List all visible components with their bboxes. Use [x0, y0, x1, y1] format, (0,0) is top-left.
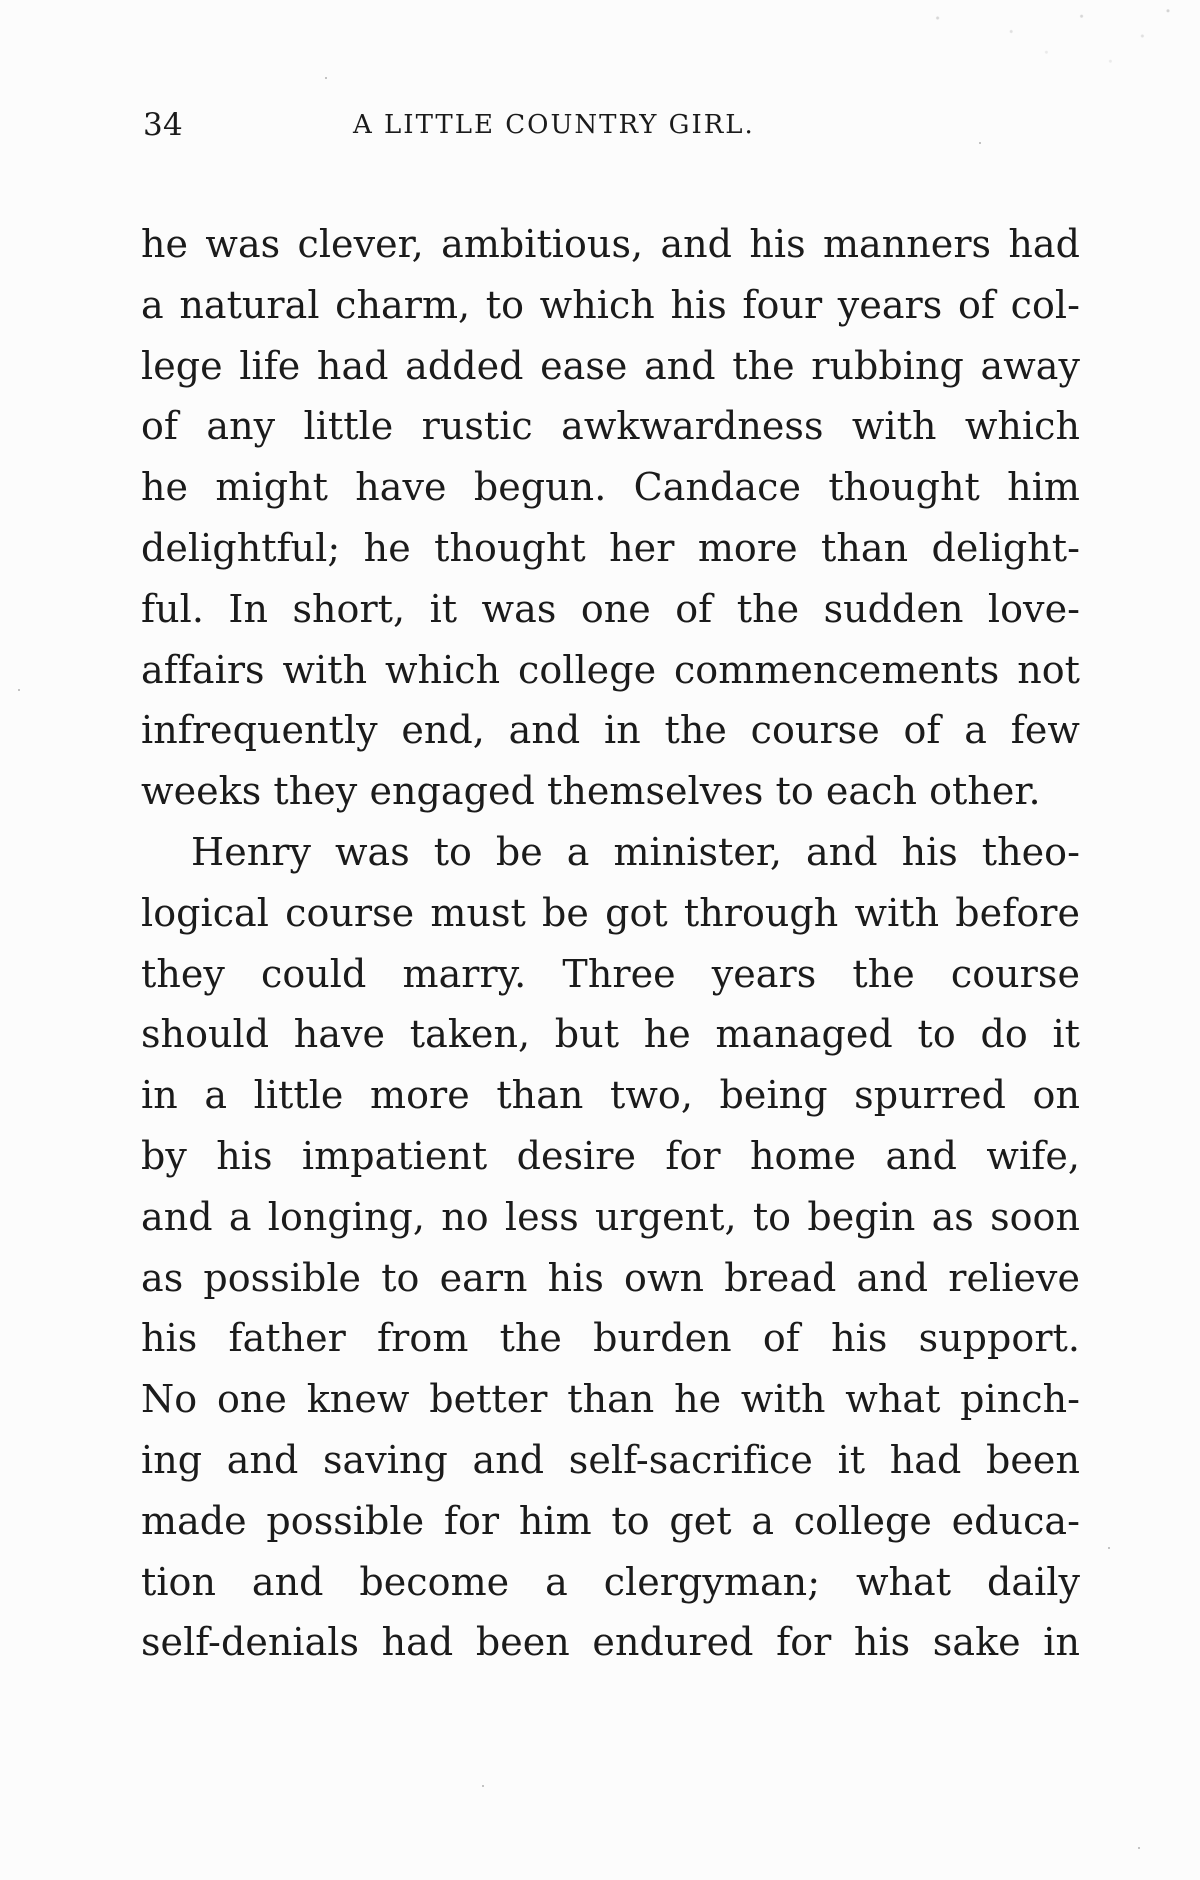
running-title: A LITTLE COUNTRY GIRL. — [353, 110, 755, 140]
text-line: logical course must be got through with before — [141, 890, 1080, 935]
text-line: by his impatient desire for home and wife, — [141, 1133, 1080, 1178]
body-text — [141, 214, 1080, 1673]
text-line: ful. In short, it was one of the sudden love- — [141, 586, 1080, 631]
page-header — [143, 105, 1081, 145]
page-number: 34 — [143, 107, 184, 143]
text-line: of any little rustic awkwardness with which — [141, 404, 1080, 449]
text-line: as possible to earn his own bread and relieve — [141, 1255, 1080, 1300]
page-speckle-texture — [880, 0, 1200, 90]
text-line: he might have begun. Candace thought him — [141, 465, 1080, 510]
text-line: ing and saving and self-sacrifice it had been — [141, 1437, 1080, 1482]
text-line: in a little more than two, being spurred on — [141, 1073, 1080, 1118]
text-line: infrequently end, and in the course of a few — [141, 708, 1080, 753]
text-line: he was clever, ambitious, and his manners had — [141, 222, 1080, 266]
paper-speck — [979, 142, 981, 144]
text-line: tion and become a clergyman; what daily — [141, 1559, 1080, 1604]
text-line: No one knew better than he with what pinch- — [141, 1377, 1080, 1422]
text-line: and a longing, no less urgent, to begin as soon — [141, 1194, 1080, 1239]
text-line: weeks they engaged themselves to each other. — [141, 769, 1041, 814]
paper-speck — [1108, 1547, 1110, 1549]
text-line: they could marry. Three years the course — [141, 951, 1080, 996]
text-line: affairs with which college commencements not — [141, 647, 1080, 692]
paper-speck — [325, 77, 327, 79]
text-line: should have taken, but he managed to do it — [141, 1012, 1080, 1057]
paper-speck — [482, 1785, 484, 1787]
text-line: lege life had added ease and the rubbing away — [141, 343, 1080, 388]
paper-speck — [18, 689, 20, 691]
text-line: his father from the burden of his support. — [141, 1316, 1080, 1361]
text-line: Henry was to be a minister, and his theo- — [191, 829, 1080, 874]
text-line: a natural charm, to which his four years of col- — [141, 282, 1080, 327]
text-line: made possible for him to get a college educa- — [141, 1498, 1080, 1543]
text-line: self-denials had been endured for his sake in — [141, 1620, 1080, 1665]
paper-speck — [1138, 1847, 1140, 1849]
text-line: delightful; he thought her more than delight- — [141, 525, 1080, 570]
